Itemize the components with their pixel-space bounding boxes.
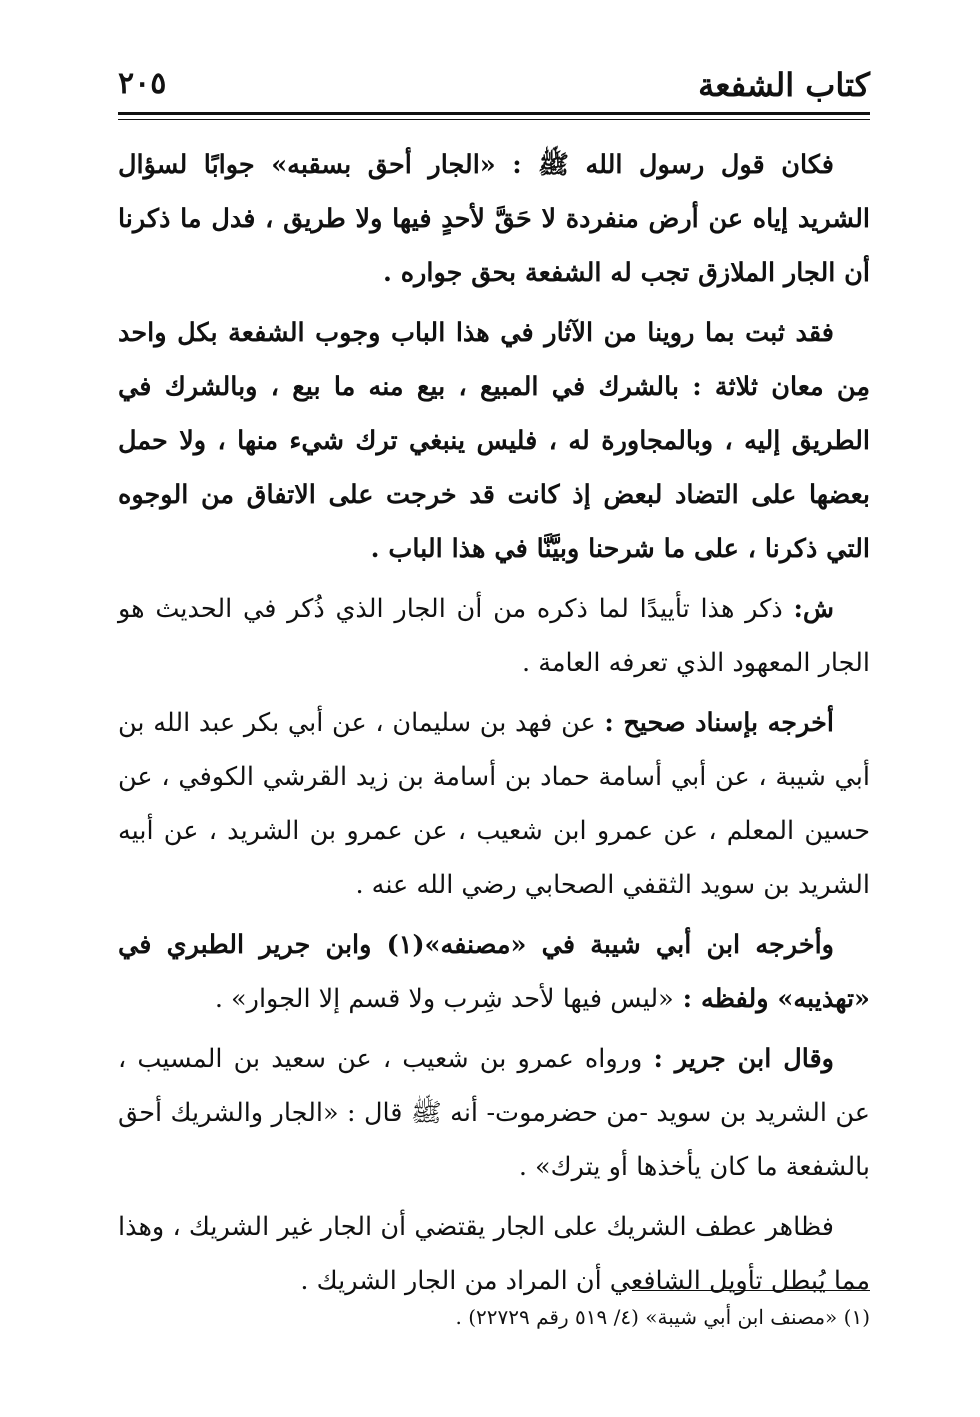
- paragraph-1-text: فكان قول رسول الله ﷺ : «الجار أحق بسقبه» جوابًا لسؤال الشريد إياه عن أرض منفردة لا حَقَّ لأحدٍ فيها ولا طريق ، فدل ما ذكرنا أن الجار الملازق تجب له الشفعة بحق جواره .: [118, 150, 870, 288]
- paragraph-3: [118, 582, 870, 690]
- paragraph-6-text: ورواه عمرو بن شعيب ، عن سعيد بن المسيب ، عن الشريد بن سويد -من حضرموت- أنه ﷺ قال : «الجار والشريك أحق بالشفعة ما كان يأخذها أو يترك» .: [118, 1044, 870, 1182]
- chapter-title: كتاب الشفعة: [698, 66, 870, 104]
- paragraph-4-lead: أخرجه بإسناد صحيح :: [604, 708, 834, 738]
- paragraph-3-lead: ش:: [793, 594, 834, 624]
- paragraph-6: [118, 1032, 870, 1194]
- paragraph-3-text: ذكر هذا تأييدًا لما ذكره من أن الجار الذي ذُكر في الحديث هو الجار المعهود الذي تعرفه العامة .: [118, 594, 870, 678]
- paragraph-5: [118, 918, 870, 1026]
- paragraph-7-text: فظاهر عطف الشريك على الجار يقتضي أن الجار غير الشريك ، وهذا مما يُبطل تأويل الشافعي أن المراد من الجار الشريك .: [118, 1212, 870, 1296]
- header-rule-thick: [118, 112, 870, 115]
- page-header: [118, 60, 870, 114]
- paragraph-7: [118, 1200, 870, 1308]
- paragraph-2-text: فقد ثبت بما روينا من الآثار في هذا الباب وجوب الشفعة بكل واحد مِن معان ثلاثة : بالشرك في المبيع ، بيع منه ما بيع ، وبالشرك في الطريق إليه ، وبالمجاورة له ، فليس ينبغي ترك شيء منها ، ولا حمل بعضها على التضاد لبعض إذ كانت قد خرجت على الاتفاق من الوجوه التي ذكرنا ، على ما شرحنا وبيَّنَّا في هذا الباب .: [118, 318, 870, 564]
- paragraph-4: [118, 696, 870, 912]
- footnote-divider: [632, 1290, 870, 1291]
- paragraph-2: [118, 306, 870, 576]
- header-rule-thin: [118, 119, 870, 120]
- paragraph-5-text: وأخرجه ابن أبي شيبة في «مصنفه»(١) وابن جرير الطبري في «تهذيبه» ولفظه :: [118, 930, 870, 1014]
- paragraph-5-quote: «ليس فيها لأحد شِرب ولا قسم إلا الجوار» .: [214, 984, 674, 1014]
- paragraph-4-text: عن فهد بن سليمان ، عن أبي بكر عبد الله بن أبي شيبة ، عن أبي أسامة حماد بن أسامة بن زيد القرشي الكوفي ، عن حسين المعلم ، عن عمرو ابن شعيب ، عن عمرو بن الشريد ، عن أبيه الشريد بن سويد الثقفي الصحابي رضي الله عنه .: [118, 708, 870, 900]
- footnote: (١) «مصنف ابن أبي شيبة» (٤/ ٥١٩ رقم ٢٢٧٢٩) .: [455, 1305, 870, 1329]
- page-number: ٢٠٥: [118, 66, 167, 101]
- paragraph-6-lead: وقال ابن جرير :: [653, 1044, 834, 1074]
- paragraph-1: [118, 138, 870, 300]
- page-body: [118, 138, 870, 1308]
